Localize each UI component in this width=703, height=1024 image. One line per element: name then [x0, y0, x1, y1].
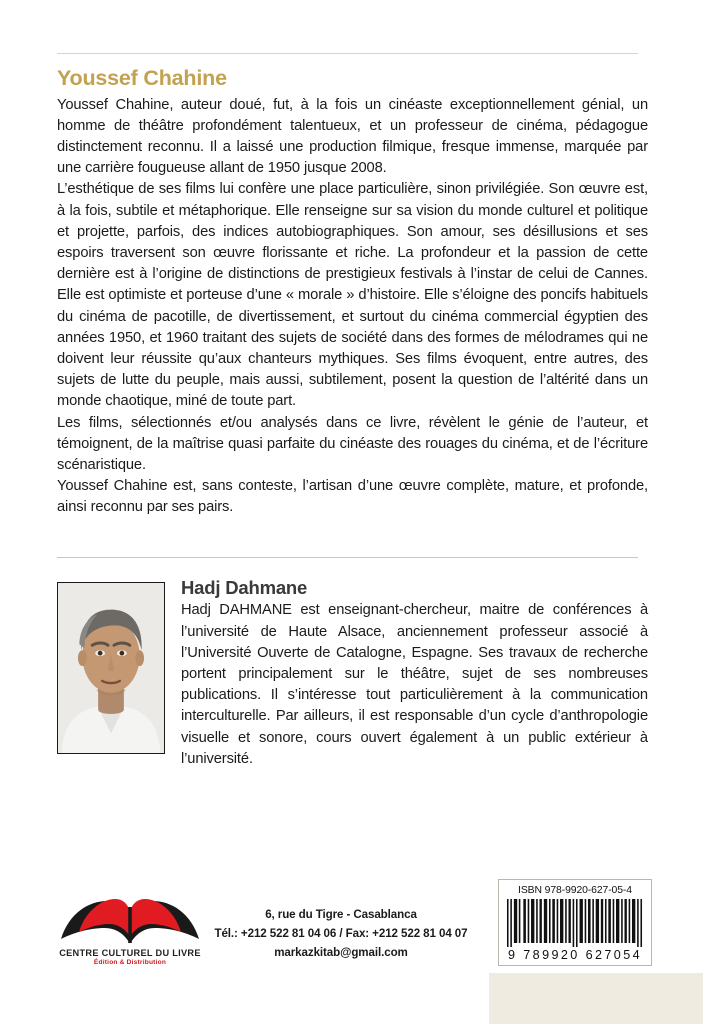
- publisher-contact-info: [196, 905, 486, 962]
- publisher-name: CENTRE CULTUREL DU LIVRE: [59, 948, 201, 958]
- isbn-digits: 9 789920 627054: [507, 948, 643, 962]
- top-divider: [57, 53, 638, 54]
- author-biography: Hadj DAHMANE est enseignant-chercheur, maitre de conférences à l’université de Haute Alsace, anciennement professeur associé à l’Université Ouverte de Catalogne, Espagne. Ses travaux de recherche portent principalement sur le théâtre, sujet de ses nombreuses publications. Il s’intéresse tout particulièrement à la communication interculturelle. Par ailleurs, il est responsable d’un cycle d’anthropologie visuelle et sonore, cours ouvert également à un public extérieur à l’université.: [181, 602, 648, 767]
- page-title: Youssef Chahine: [57, 66, 227, 90]
- contact-address: 6, rue du Tigre - Casablanca: [265, 908, 417, 921]
- publisher-tagline: Édition & Distribution: [93, 959, 167, 966]
- contact-phone-fax: Tél.: +212 522 81 04 06 / Fax: +212 522 81 04 07: [214, 927, 468, 940]
- publisher-logo: [44, 895, 216, 966]
- section-divider: [57, 557, 638, 558]
- contact-email: markazkitab@gmail.com: [274, 946, 408, 959]
- author-section: [57, 578, 648, 770]
- open-book-icon: [55, 895, 205, 947]
- isbn-label: ISBN 978-9920-627-05-4: [518, 885, 632, 896]
- blurb-paragraph-1: Youssef Chahine, auteur doué, fut, à la fois un cinéaste exceptionnellement génial, un homme de théâtre profondément talentueux, et un professeur de cinéma, pédagogue distinctement reconnu. Il a laissé une production filmique, fresque immense, marquée par une carrière fougueuse allant de 1950 jusque 2008.: [57, 96, 648, 177]
- blurb-paragraph-2: L’esthétique de ses films lui confère une place particulière, sinon privilégiée. Son œuvre est, à la fois, subtile et métaphorique. Elle renseigne sur sa vision du monde culturel et politique et projette, parfois, des indices autobiographiques. Son amour, ses désillusions et ses espoirs traversent son œuvre florissante et riche. La profondeur et la passion de cette dernière est à l’origine de distinctions de prestigieux festivals à l’instar de celui de Cannes. Elle est optimiste et porteuse d’une « morale » d’histoire. Elle s’éloigne des poncifs habituels du cinéma de pacotille, de divertissement, et surtout du cinéma commercial égyptien des années 1950, et 1960 traitant des sujets de société dans des formes de mélodrames qui ne doivent leur réussite qu’aux chanteurs mythiques. Ses films évoquent, entre autres, des sujets de lutte du peuple, mais aussi, subtilement, posent la question de l’altérité dans un monde chaotique, miné de toute part.: [57, 181, 648, 410]
- author-name: Hadj Dahmane: [181, 577, 308, 598]
- author-portrait-photo: [57, 582, 165, 754]
- barcode-bars-icon: [505, 899, 645, 947]
- book-blurb-section: [57, 68, 648, 519]
- bottom-right-color-block: [489, 973, 703, 1024]
- isbn-barcode: [498, 879, 652, 966]
- blurb-paragraph-4: Youssef Chahine est, sans conteste, l’artisan d’une œuvre complète, mature, et profonde, ainsi reconnu par ses pairs.: [57, 478, 648, 516]
- blurb-paragraph-3: Les films, sélectionnés et/ou analysés dans ce livre, révèlent le génie de l’auteur, et témoignent, de la maîtrise quasi parfaite du cinéaste des rouages du cinéma, et de l’écriture scénaristique.: [57, 414, 648, 473]
- author-portrait-illustration: [58, 583, 164, 753]
